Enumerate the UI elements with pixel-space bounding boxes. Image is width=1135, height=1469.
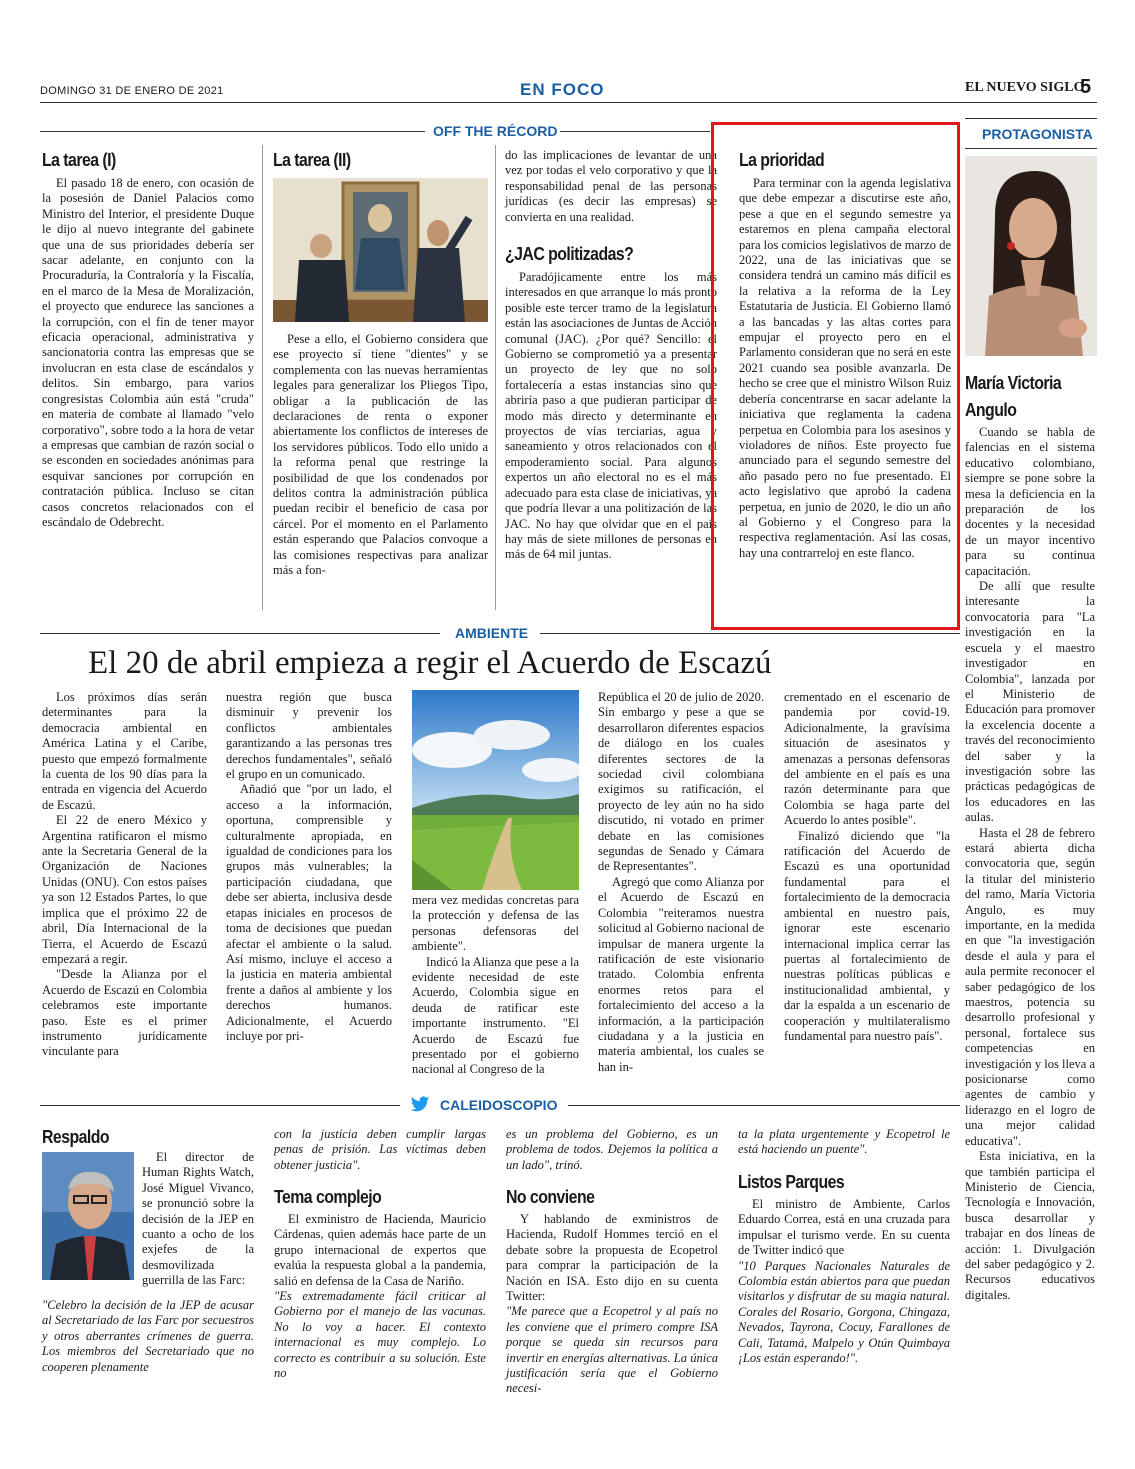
brief-continuation: con la justicia deben cumplir largas penas de prisión. Las víctimas deben obtener justicia". — [274, 1127, 486, 1172]
page-number: 5 — [1080, 76, 1092, 98]
divider — [540, 633, 960, 634]
photo-posesion — [273, 178, 488, 322]
article-body: Paradójicamente entre los más interesados en que arranque lo más pronto posible este tercer tramo de la legislatura están las asociaciones de Juntas de Acción comunal (JAC). ¿Por qué? Sencillo: el Gobierno se comprometió ya a presentar un proyecto de ley que no solo fortalecería a estas instancias sino que abriría paso a que pudieran participar de modo más directo y determinante en proyectos de vías terciarias, agua y saneamiento y otros relacionados con el empoderamiento social. Para algunos expertos un año electoral no es el más adecuado para esta clase de iniciativas, ya que podría llevar a una politización de las JAC. No hay que olvidar que en el país hay más de siete millones de personas en más de 64 mil juntas. — [505, 270, 717, 562]
protagonista-body: Cuando se habla de falencias en el sistema educativo colombiano, siempre se pone sobre la mesa la deficiencia en la preparación de los docentes y la necesidad de un mayor incentivo para su continua capacitación. De allí que resulte interesante la convocatoria para "La investigación en la escuela y el maestro investigador en Colombia", lanzada por el Ministerio de Educación para promover la excelencia docente a través del reconocimiento del saber y la investigación sobre las prácticas pedagógicas de los educadores en las aulas. Hasta el 28 de febrero estará abierta dicha convocatoria que, según la titular del ministerio del ramo, María Victoria Angulo, es muy importante, en la medida en que "la investigación desde el aula y para el aula permite reconocer el saber pedagógico de los maestros, potencia su desarrollo profesional y personal, fortalece sus competencias en investigación y los lleva a posicionarse como agentes de cambio y liderazgo en el logro de una mejor calidad educativa". Esta iniciativa, en la que también participa el Ministerio de Ciencia, Tecnología e Innovación, busca desarrollar y trabajar en dos líneas de acción: 1. Divulgación del saber pedagógico y 2. Recursos educativos digitales. — [965, 425, 1095, 1302]
protagonista-label: PROTAGONISTA — [982, 126, 1093, 142]
column-rule — [495, 145, 496, 610]
photo-landscape — [412, 690, 579, 890]
divider — [40, 633, 440, 634]
divider — [965, 118, 1097, 119]
divider — [40, 1105, 400, 1106]
photo-vivanco — [42, 1152, 134, 1280]
divider — [560, 131, 710, 132]
twitter-icon — [410, 1096, 430, 1118]
divider — [965, 148, 1097, 149]
brief-body: El ministro de Ambiente, Carlos Eduardo Correa, está en una cruzada para impulsar el turismo verde. En su cuenta de Twitter indicó que "10 Parques Nacionales Naturales de Colombia están abiertos para que puedan visitarlos y disfrutar de su magia natural. Corales del Rosario, Gorgona, Chingaza, Nevados, Tayrona, Cocuy, Farallones de Cali, Tatamá, Malpelo y Otún Quimbaya ¡Los están esperando!". — [738, 1197, 950, 1366]
section-title: EN FOCO — [520, 80, 605, 99]
article-heading: La tarea (II) — [273, 150, 351, 170]
article-continuation: do las implicaciones de levantar de una vez por todas el velo corporativo y que la responsabilidad penal de las personas jurídicas (es decir las empresas) se convierta en una realidad. — [505, 148, 717, 224]
issue-date: DOMINGO 31 DE ENERO DE 2021 — [40, 85, 224, 97]
article-heading: ¿JAC politizadas? — [505, 244, 634, 264]
headline-escazu: El 20 de abril empieza a regir el Acuerdo de Escazú — [88, 645, 772, 681]
brief-body: El director de Human Rights Watch, José Miguel Vivanco, se pronunció sobre la decisión de la JEP en cuanto a ocho de los exjefes de la desmovilizada guerrilla de las Farc: — [142, 1150, 254, 1288]
article-column-2: nuestra región que busca disminuir y prevenir los conflictos ambientales garantizando a las personas tres derechos fundamentales", señaló el grupo en un comunicado. Añadió que "por un lado, el acceso a la información, oportuna, comprensible y culturalmente apropiada, en igualdad de condiciones para los grupos más vulnerables; la participación ciudadana, que debe ser abierta, inclusiva desde etapas iniciales en procesos de toma de decisiones que puedan afectar el ambiente o la salud. Así mismo, incluye el acceso a la justicia en materia ambiental frente a daños al ambiente y los derechos humanos. Adicionalmente, el Acuerdo incluye por pri- — [226, 690, 392, 1043]
article-column-5: crementado en el escenario de pandemia por covid-19. Adicionalmente, la gravísima situación de asesinatos y amenazas a personas defensoras del ambiente en el país es una razón determinante para que Colombia se haga parte del Acuerdo lo antes posible". Finalizó diciendo que "la ratificación del Acuerdo de Escazú es una oportunidad fundamental para el fortalecimiento de la democracia ambiental en nuestro país, ignorar este escenario internacional implica cerrar las puertas al fortalecimiento de nuestras políticas públicas e institucionalidad ambiental, y dar la espalda a un escenario de cooperación y multilateralismo fundamental para nuestro país". — [784, 690, 950, 1043]
brief-continuation: ta la plata urgentemente y Ecopetrol le está haciendo un puente". — [738, 1127, 950, 1157]
brief-heading: Tema complejo — [274, 1187, 382, 1207]
divider — [40, 131, 425, 132]
brief-continuation: es un problema del Gobierno, es un problema de todos. Dejemos la política a un lado", trinó. — [506, 1127, 718, 1172]
brief-quote: "Celebro la decisión de la JEP de acusar al Secretariado de las Farc por secuestros y otros aberrantes crímenes de guerra. Los miembros del Secretariado que no cooperen plenamente — [42, 1298, 254, 1374]
brief-heading: No conviene — [506, 1187, 595, 1207]
article-heading: La prioridad — [739, 150, 825, 170]
article-column-3: mera vez medidas concretas para la protección y defensa de las personas defensoras del ambiente". Indicó la Alianza que pese a la evidente necesidad de este Acuerdo, Colombia sigue en deuda de ratificar este importante instrumento. "El Acuerdo de Escazú fue presentado por el gobierno nacional al Congreso de la — [412, 893, 579, 1077]
article-body: Para terminar con la agenda legislativa que debe empezar a discutirse este año, pese a que en el segundo semestre ya estaremos en plena campaña electoral para los comicios legislativos de marzo de 2022, una de las iniciativas que se considera tendrá un camino más difícil es la relativa a la reforma de la Ley Estatutaria de Justicia. El Gobierno llamó a las bancadas y las altas cortes para empujar el proyecto pero en el Parlamento consideran que no será en este 2021 cuando sea posible avanzarla. De hecho se cree que el ministro Wilson Ruiz debería concentrarse en sacar adelante la iniciativa que reglamenta la cadena perpetua en Colombia para los asesinos y violadores de niños. Este proyecto fue anunciado para el segundo semestre del año pasado pero no fue presentado. El acto legislativo que aprobó la cadena perpetua, en junio de 2020, le dio un año al Gobierno y el Congreso para la respectiva reglamentación. Así las cosas, hay una contrarreloj en este flanco. — [739, 176, 951, 560]
article-body: Pese a ello, el Gobierno considera que ese proyecto sí tiene "dientes" y se complementa con las nuevas herramientas legales para generalizar los Pliegos Tipo, obligar a la publicación de las declaraciones de renta o exponer abiertamente los conflictos de intereses de los servidores públicos. Todo ello unido a la reforma penal que restringe la posibilidad de que los condenados por delitos contra la administración pública puedan recibir el beneficio de casa por cárcel. Por el momento en el Parlamento están esperando que Palacios convoque a las comisiones respectivas para analizar más a fon- — [273, 332, 488, 578]
article-column-1: Los próximos días serán determinantes para la democracia ambiental en América Latina y el Caribe, puesto que empezó formalmente la cuenta de los 90 días para la entrada en vigencia del Acuerdo de Escazú. El 22 de enero México y Argentina ratificaron el mismo ante la Secretaria General de la Organización de Naciones Unidas (ONU). Con estos países ya son 12 Estados Partes, lo que implica que el próximo 22 de abril, Día Internacional de la Tierra, el Acuerdo de Escazú empezará a regir. "Desde la Alianza por el Acuerdo de Escazú en Colombia celebramos este importante paso. Este es el primer instrumento jurídicamente vinculante para — [42, 690, 207, 1059]
brief-heading: Listos Parques — [738, 1172, 845, 1192]
brief-heading: Respaldo — [42, 1127, 110, 1147]
article-body: El pasado 18 de enero, con ocasión de la posesión de Daniel Palacios como Ministro del Interior, el presidente Duque le dijo al nuevo integrante del gabinete que una de sus prioridades debería ser sacar adelante, en conjunto con la Procuraduría, la Contraloría y la Fiscalía, en el marco de la Mesa de Moralización, el proyecto que endurece las sanciones a la corrupción, con el fin de tener mayor eficacia operacional, administrativa y sancionatoria contra las empresas que se involucran en esta clase de escándalos y delitos. Sin embargo, para varios congresistas Colombia aún está "cruda" en materia de combate al llamado "velo corporativo", sobre todo a la hora de vetar a empresas que cambian de razón social o se esconden en sociedades anónimas para esquivar sanciones por corrupción en contratación pública. Incluso se citan casos concretos relacionados con el escándalo de Odebrecht. — [42, 176, 254, 529]
section-label-caleidoscopio: CALEIDOSCOPIO — [440, 1097, 558, 1113]
section-label-ambiente: AMBIENTE — [455, 625, 529, 641]
column-rule — [262, 145, 263, 610]
protagonista-name: María Victoria Angulo — [965, 373, 1062, 420]
photo-maria-victoria-angulo — [965, 156, 1097, 356]
divider — [568, 1105, 960, 1106]
article-heading: La tarea (I) — [42, 150, 116, 170]
brief-body: Y hablando de exministros de Hacienda, Rudolf Hommes terció en el debate sobre la propuesta de Ecopetrol para comprar la participación de la Nación en ISA. Esto dijo en su cuenta Twitter: "Me parece que a Ecopetrol y al país no les conviene que el primero compre ISA porque se queda sin recursos para invertir en energías alternativas. La única justificación sería que el Gobierno necesi- — [506, 1212, 718, 1396]
header-rule — [40, 102, 1097, 103]
brief-body: El exministro de Hacienda, Mauricio Cárdenas, quien además hace parte de un grupo internacional de expertos que evalúa la respuesta global a la pandemia, salió en defensa de la Casa de Nariño. "Es extremadamente fácil criticar al Gobierno por el manejo de las vacunas. No lo voy a hacer. El contexto internacional es muy complejo. Lo correcto es contribuir a su solución. Este no — [274, 1212, 486, 1381]
article-column-4: República el 20 de julio de 2020. Sin embargo y pese a que se desarrollaron diferentes espacios de diálogo en los cuales diferentes sectores de la sociedad civil colombiana exigimos su ratificación, el proyecto de ley aún no ha sido discutido, ni votado en primer debate en las comisiones segundas de Senado y Cámara de Representantes". Agregó que como Alianza por el Acuerdo de Escazú en Colombia "reiteramos nuestra solicitud al Gobierno nacional de impulsar de manera urgente la ratificación de este visionario tratado. Colombia enfrenta enormes retos para el fortalecimiento del acceso a la información, a la participación ciudadana y a la justicia en materia ambiental, los cuales se han in- — [598, 690, 764, 1074]
section-label-off-record: OFF THE RÉCORD — [433, 123, 558, 139]
newspaper-name: EL NUEVO SIGLO — [965, 80, 1085, 95]
